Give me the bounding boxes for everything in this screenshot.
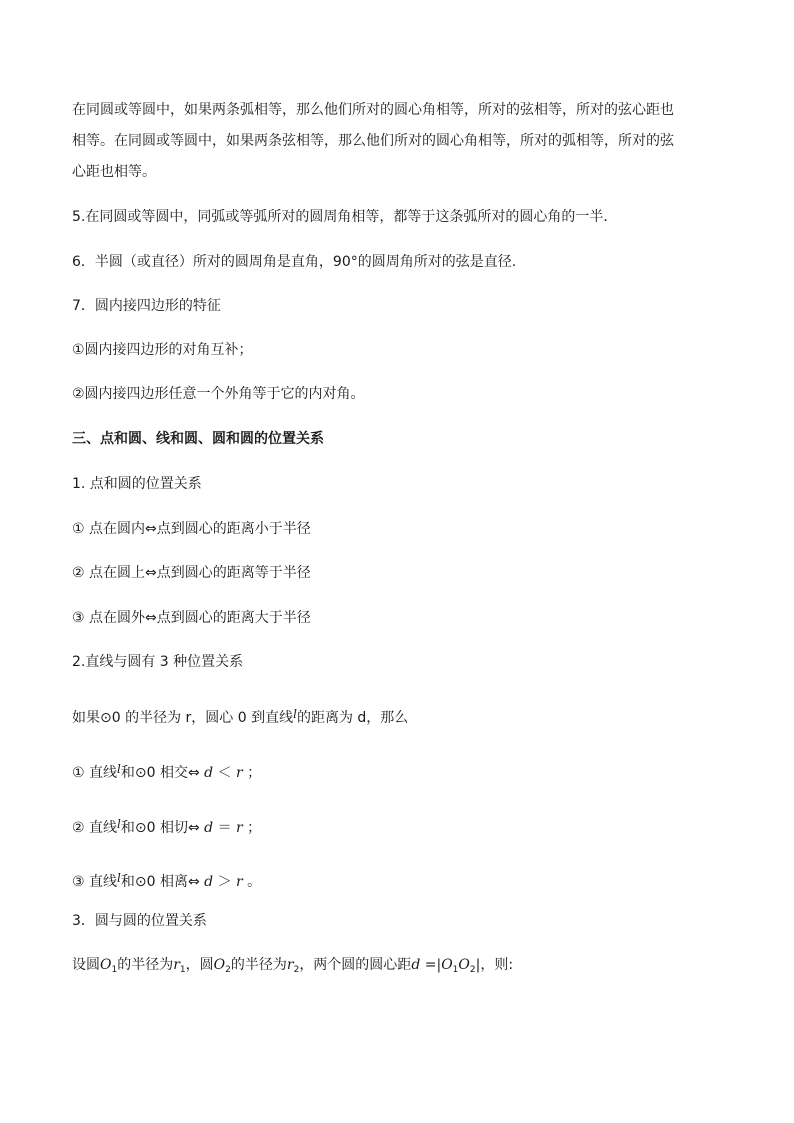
- subsection-title: 1. 点和圆的位置关系: [72, 476, 202, 492]
- def-text: 设圆: [72, 957, 100, 973]
- intro-text: 的距离为 d，那么: [296, 710, 409, 726]
- subscript: 1: [179, 965, 186, 975]
- relation-end: 。: [247, 874, 262, 890]
- paragraph-line: 相等。在同圆或等圆中，如果两条弦相等，那么他们所对的圆心角相等，所对的弧相等，所对的弦: [72, 133, 674, 149]
- paragraph-line: 心距也相等。: [72, 164, 156, 180]
- math-op: ＞: [217, 874, 232, 890]
- item-7-point: ①圆内接四边形的对角互补；: [72, 342, 253, 358]
- math-o: O: [213, 957, 226, 973]
- intro-text: 如果⊙0 的半径为 r，圆心 0 到直线: [72, 710, 294, 726]
- math-o: O: [458, 957, 470, 973]
- math-o: O: [100, 957, 112, 973]
- relation-item: [72, 759, 261, 783]
- relation-marker: ③ 直线: [72, 874, 118, 890]
- relation-text: 和⊙0 相切⇔: [120, 820, 200, 836]
- relation-item: [72, 868, 261, 892]
- item-5: 5.在同圆或等圆中，同弧或等弧所对的圆周角相等，都等于这条弧所对的圆心角的一半．: [72, 209, 618, 225]
- subsection-title: 2.直线与圆有 3 种位置关系: [72, 654, 244, 670]
- def-text: 的半径为: [230, 957, 287, 973]
- line-symbol: l: [117, 762, 121, 776]
- math-eq: =|: [420, 957, 442, 973]
- math-op: ＜: [217, 765, 232, 781]
- def-text: ，两个圆的圆心距: [299, 957, 412, 973]
- document-page: [72, 0, 732, 1123]
- subscript: 2: [293, 965, 300, 975]
- math-r: r: [286, 957, 294, 973]
- def-text: ，圆: [185, 957, 214, 973]
- math-r: r: [236, 820, 243, 836]
- math-r: r: [173, 957, 180, 973]
- math-d: d: [204, 820, 214, 836]
- list-item: ① 点在圆内⇔点到圆心的距离小于半径: [72, 521, 311, 537]
- subscript: 2: [469, 965, 476, 975]
- relation-end: ；: [247, 820, 262, 836]
- section-heading: 三、点和圆、线和圆、圆和圆的位置关系: [72, 431, 324, 447]
- line-symbol: l: [117, 871, 121, 885]
- intro-line: [72, 704, 408, 728]
- item-6: 6．半圆（或直径）所对的圆周角是直角，90°的圆周角所对的弦是直径.: [72, 254, 517, 270]
- paragraph-line: 在同圆或等圆中，如果两条弧相等，那么他们所对的圆心角相等，所对的弦相等，所对的弦心距也: [72, 102, 674, 118]
- relation-text: 和⊙0 相离⇔: [120, 874, 200, 890]
- math-o: O: [441, 957, 453, 973]
- math-d: d: [411, 957, 421, 973]
- list-item: ③ 点在圆外⇔点到圆心的距离大于半径: [72, 610, 311, 626]
- def-text: ，则:: [480, 957, 514, 973]
- circle-definition: [72, 955, 513, 980]
- math-d: d: [204, 874, 214, 890]
- relation-marker: ① 直线: [72, 765, 118, 781]
- line-symbol: l: [117, 817, 121, 831]
- relation-item: [72, 814, 261, 838]
- item-7-point: ②圆内接四边形任意一个外角等于它的内对角。: [72, 386, 365, 402]
- item-7-title: 7．圆内接四边形的特征: [72, 298, 221, 314]
- subsection-title: 3．圆与圆的位置关系: [72, 913, 207, 929]
- subscript: 1: [452, 965, 459, 975]
- subscript: 1: [111, 965, 118, 975]
- relation-marker: ② 直线: [72, 820, 118, 836]
- math-r: r: [236, 874, 243, 890]
- relation-end: ；: [247, 765, 262, 781]
- relation-text: 和⊙0 相交⇔: [120, 765, 200, 781]
- math-bar: |: [475, 957, 481, 973]
- def-text: 的半径为: [117, 957, 174, 973]
- subscript: 2: [225, 965, 231, 975]
- math-r: r: [236, 765, 243, 781]
- list-item: ② 点在圆上⇔点到圆心的距离等于半径: [72, 565, 311, 581]
- math-op: ＝: [217, 820, 232, 836]
- math-d: d: [204, 765, 214, 781]
- line-symbol: l: [293, 707, 297, 721]
